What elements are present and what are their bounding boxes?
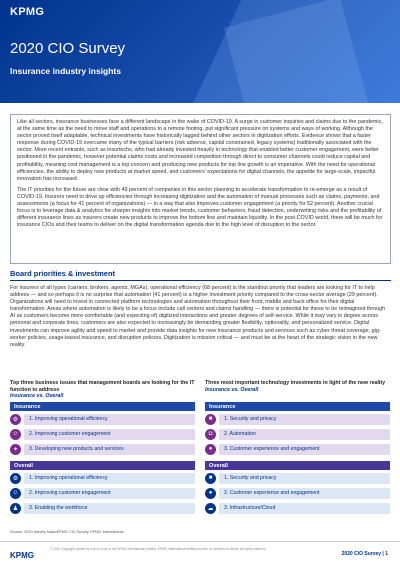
list-item — [205, 442, 390, 456]
item-label: 1. Improving operational efficiency — [24, 414, 195, 425]
list-item — [10, 486, 195, 500]
section-body: For insurers of all types (carriers, brokers, agents, MGAs), operational efficiency (68 percent) is the standout priority that leaders are looking for IT to help address — and so perhaps it is no surprise that automation (41 percent) is a higher investment priority compared to the cross-sector average (29 percent). Organizations will need to invest in connected platform technologies and automation throughout their front, middle and back office for their digital transformation. Areas where automation is likely to be a focus include call centers and claims handling — there is potential for these to be reimagined through AI as customers become more comfortable (and expecting of) digitized interactions and greater degrees of self-service. While it may vary in degree across personal and corporate lines, customers are also expected to increasingly be demanding greater flexibility, optionality, and personalized service. Digital investments can improve agility and speed to market and provide data insights for new insurance products and services such as cyber threat coverage, gig-worker policies, usage-based insurance, and disruption policies. Digitization is mission critical — and must be at the heart of the strategic vision in the new reality. — [10, 285, 386, 348]
intro-paragraph-2: The IT priorities for the future are clear with 49 percent of companies in this sector planning to accelerate transformation to re-emerge as a result of COVID-19. Insurers need to drive up efficiencies through increasing digitization and the automation of manual processes such as claims, payments, and assessments (a focus for 41 percent of organizations) — in a way that also improves customer engagement (a priority for 52 percent). Another crucial focus is to leverage data & analytics for sharper insights into market trends, customer behaviors, fraud detection, underwriting risks and the profitability of different insurance lines as insurers create new products to improve the bottom line and maintain liquidity. In the post-COVID world, there will be much for insurance CIOs and their teams to deliver on the digital transformation agenda due to the high level of disruption to the sector. — [17, 186, 383, 229]
people-icon: ☺ — [10, 488, 21, 499]
list-item — [205, 471, 390, 485]
page-footer — [0, 541, 400, 565]
workforce-icon: ♟ — [10, 503, 21, 514]
group-header-insurance: Insurance — [10, 402, 195, 411]
item-label: 2. Customer experience and engagement — [219, 488, 390, 499]
group-header-overall: Overall — [205, 461, 390, 470]
list-item — [205, 412, 390, 426]
lightbulb-icon: ✦ — [10, 444, 21, 455]
item-label: 2. Improving customer engagement — [24, 429, 195, 440]
cloud-icon: ☁ — [205, 503, 216, 514]
item-label: 1. Improving operational efficiency — [24, 473, 195, 484]
intro-box — [10, 114, 391, 264]
group-header-insurance: Insurance — [205, 402, 390, 411]
panel-title: Top three business issues that management boards are looking for the IT function to address Insurance vs. Overall — [10, 380, 195, 399]
lock-icon: ■ — [205, 414, 216, 425]
list-item — [205, 427, 390, 441]
item-label: 2. Improving customer engagement — [24, 488, 195, 499]
lock-icon: ■ — [205, 473, 216, 484]
gears-icon: ⚙ — [10, 473, 21, 484]
page-title: 2020 CIO Survey — [10, 40, 126, 57]
list-item — [205, 486, 390, 500]
section-title: Board priorities & investment — [10, 269, 116, 278]
panel-title: Three most important technology investments in light of the new reality Insurance vs. Overall — [205, 380, 386, 393]
item-label: 3. Enabling the workforce — [24, 503, 195, 514]
page-subtitle: Insurance industry insights — [10, 66, 121, 76]
item-label: 1. Security and privacy — [219, 414, 390, 425]
item-label: 3. Developing new products and services — [24, 444, 195, 455]
hero-banner — [0, 0, 400, 103]
robot-icon: ◘ — [205, 429, 216, 440]
business-issues-panel — [10, 380, 195, 515]
footer-logo: KPMG — [10, 551, 34, 560]
item-label: 3. Infrastructure/Cloud — [219, 503, 390, 514]
group-header-overall: Overall — [10, 461, 195, 470]
list-item — [10, 471, 195, 485]
list-item — [10, 427, 195, 441]
item-label: 1. Security and privacy — [219, 473, 390, 484]
tech-investments-panel — [205, 380, 390, 515]
panel-subtitle: Insurance vs. Overall — [10, 393, 64, 399]
source-note: Source: 2020 Harvey Nash/KPMG CIO Survey, KPMG International — [10, 530, 124, 534]
item-label: 3. Customer experience and engagement — [219, 444, 390, 455]
list-item — [10, 412, 195, 426]
section-divider — [10, 280, 391, 281]
list-item — [10, 442, 195, 456]
panel-subtitle: Insurance vs. Overall — [205, 386, 259, 393]
page-number: 2020 CIO Survey | 1 — [341, 551, 388, 557]
item-label: 2. Automation — [219, 429, 390, 440]
intro-paragraph-1: Like all sectors, insurance businesses face a different landscape in the wake of COVID-19. A surge in customer inquiries and claims due to the pandemic, at the same time as the need to move staff and operations to a remote footing, put significant pressure on systems and ways of working. Although the sector proved itself adaptable, technical investments have historically lagged behind other sectors in digitization efforts. Evidence shows that a faster response during COVID-19 overcame many of the typical barriers (risk adverse, capital constrained, legacy systems) traditionally associated with the sector. More recent entrants, such as insurtechs, who had already invested heavily in technology that enabled better customer engagement, were better positioned in the pandemic, however potential claims costs and increased competition through direct to consumer channels could reduce capital and profitability, meaning cost management is a top concern and producing new products for top line growth is an imperative. With the need for operational efficiencies, the ability to deploy new products at market speed, and customers' expectations for digital channels, the appetite for large-scale, impactful innovation has increased. — [17, 119, 383, 182]
chat-icon: ● — [205, 444, 216, 455]
people-icon: ☺ — [10, 429, 21, 440]
legal-text: © 2020 Copyright owned by one or more of the KPMG International entities. KPMG International entities provide no services to clients. All rights reserved. — [50, 547, 267, 551]
list-item — [10, 501, 195, 515]
kpmg-logo: KPMG — [10, 6, 45, 18]
chat-icon: ● — [205, 488, 216, 499]
list-item — [205, 501, 390, 515]
gears-icon: ⚙ — [10, 414, 21, 425]
